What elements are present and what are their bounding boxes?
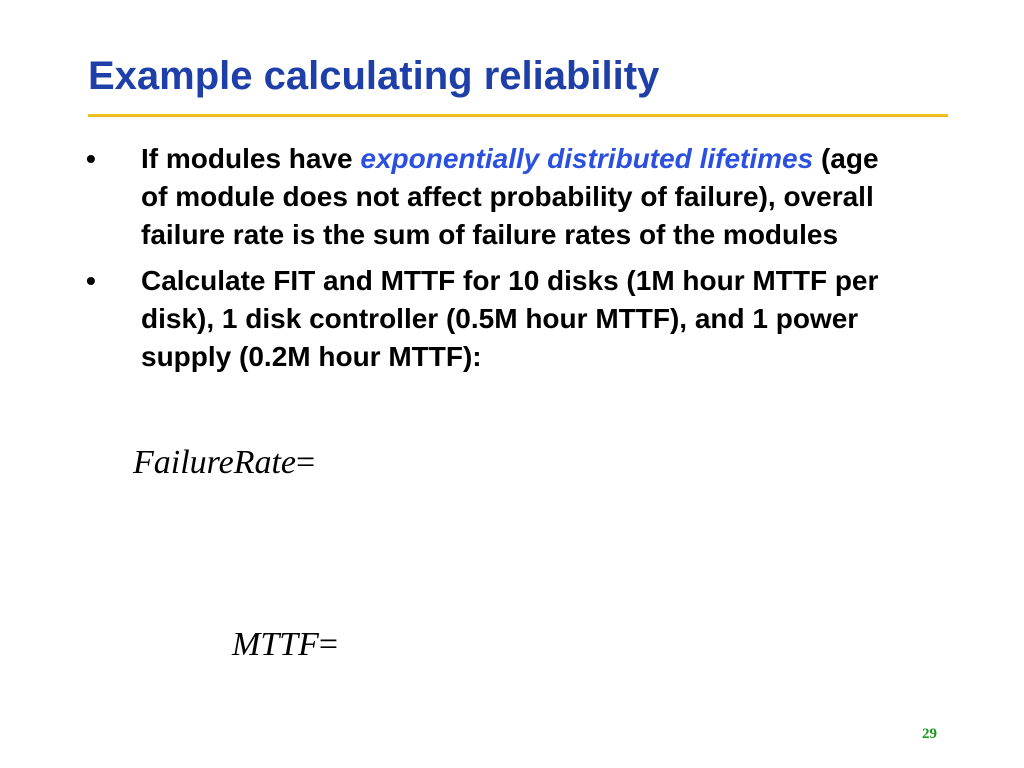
bullet-item-calculate (86, 262, 906, 376)
slide-title: Example calculating reliability (88, 54, 660, 98)
failure-rate-equals: = (296, 444, 316, 481)
mttf-equals: = (318, 626, 339, 663)
bullet-text: Calculate FIT and MTTF for 10 disks (1M hour MTTF per disk), 1 disk controller (0.5M hour MTTF), and 1 power supply (0.2M hour MTTF): (141, 265, 879, 372)
mttf-lhs: MTTF (232, 626, 319, 663)
page-number: 29 (922, 726, 937, 742)
title-divider (88, 114, 948, 117)
failure-rate-equation (133, 443, 315, 483)
bullet-item-exponential (86, 140, 906, 254)
bullet-marker: • (86, 143, 96, 174)
mttf-equation (232, 625, 338, 665)
bullet-marker: • (86, 265, 96, 296)
bullet-text-lead: If modules have (141, 143, 361, 174)
bullet-text-rest: (age of module does not affect probability of failure), overall failure rate is the sum of failure rates of the modules (141, 143, 879, 250)
bullet-list (86, 140, 906, 384)
failure-rate-lhs: FailureRate (133, 444, 297, 481)
bullet-emphasis: exponentially distributed lifetimes (360, 143, 814, 174)
